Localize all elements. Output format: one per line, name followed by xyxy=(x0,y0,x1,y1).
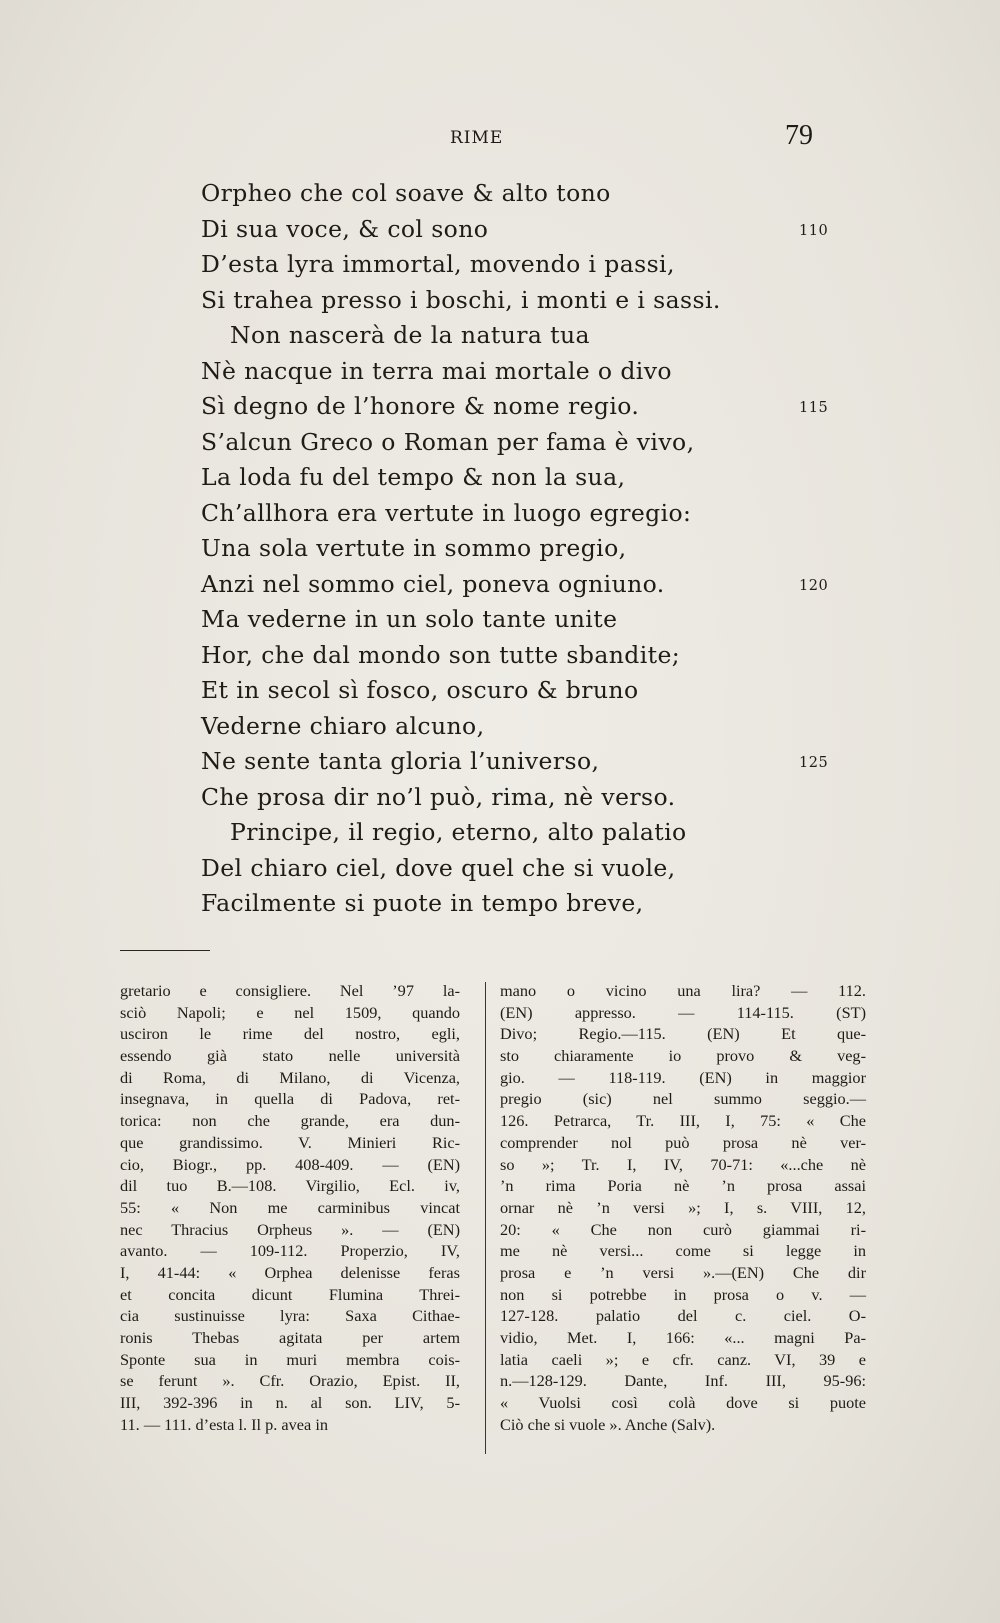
footnote-line: essendo già stato nelle università xyxy=(120,1046,460,1066)
footnote-line: torica: non che grande, era dun- xyxy=(120,1111,460,1131)
footnote-line: pregio (sic) nel summo seggio.— xyxy=(500,1089,866,1109)
verse-line xyxy=(201,602,821,638)
footnote-line: non si potrebbe in prosa o v. — xyxy=(500,1284,866,1304)
verse-line xyxy=(201,815,821,851)
verse-line xyxy=(201,247,821,283)
footnote-line: Ciò che si vuole ». Anche (Salv). xyxy=(500,1414,716,1434)
page-header xyxy=(0,120,1000,158)
verse-text: Che prosa dir no’l può, rima, nè verso. xyxy=(201,782,676,811)
line-number: 115 xyxy=(799,400,829,416)
verse-text: Hor, che dal mondo son tutte sbandite; xyxy=(201,640,681,669)
verse-line xyxy=(201,496,821,532)
verse-line xyxy=(201,460,821,496)
verse-text: Ma vederne in un solo tante unite xyxy=(201,605,618,633)
verse-text: Si trahea presso i boschi, i monti e i sassi. xyxy=(201,285,721,314)
verse-text: Ne sente tanta gloria l’universo, xyxy=(201,747,600,775)
footnote-line: mano o vicino una lira? — 112. xyxy=(500,981,866,1000)
footnote-line: Divo; Regio.—115. (EN) Et que- xyxy=(500,1024,866,1044)
verse-text: Et in secol sì fosco, oscuro & bruno xyxy=(201,676,639,704)
footnote-line: Sponte sua in muri membra cois- xyxy=(120,1349,460,1369)
footnote-line: 11. — 111. d’esta l. Il p. avea in xyxy=(120,1414,328,1434)
footnote-line: dil tuo B.—108. Virgilio, Ecl. iv, xyxy=(120,1176,460,1196)
verse-text: Del chiaro ciel, dove quel che si vuole, xyxy=(201,853,676,882)
footnote-line: cio, Biogr., pp. 408-409. — (EN) xyxy=(120,1154,460,1174)
verse-text: Anzi nel sommo ciel, poneva ogniuno. xyxy=(201,569,665,598)
verse-line xyxy=(201,389,829,425)
footnote-line: vidio, Met. I, 166: «... magni Pa- xyxy=(500,1328,866,1347)
verse-line xyxy=(201,531,821,567)
footnote-line: ’n rima Poria nè ’n prosa assai xyxy=(500,1176,866,1196)
poem-text xyxy=(201,176,829,922)
verse-text: Non nascerà de la natura tua xyxy=(230,321,590,349)
notes-column-right xyxy=(500,980,866,1480)
footnote-line: que grandissimo. V. Minieri Ric- xyxy=(120,1132,460,1152)
line-number: 110 xyxy=(799,222,829,239)
footnote-line: 55: « Non me carminibus vincat xyxy=(120,1197,460,1217)
verse-line xyxy=(201,780,821,816)
notes-column-divider xyxy=(485,982,486,1454)
verse-line xyxy=(201,851,821,887)
footnote-line: gio. — 118-119. (EN) in maggior xyxy=(500,1067,866,1087)
verse-line xyxy=(201,673,821,709)
verse-text: Una sola vertute in sommo pregio, xyxy=(201,534,627,562)
footnote-line: latia caeli »; e cfr. canz. VI, 39 e xyxy=(500,1349,866,1369)
verse-text: Principe, il regio, eterno, alto palatio xyxy=(230,818,687,846)
line-number: 125 xyxy=(799,755,829,771)
footnote-line: ronis Thebas agitata per artem xyxy=(120,1328,460,1347)
footnote-line: insegnava, in quella di Padova, ret- xyxy=(120,1089,460,1109)
footnote-line: comprender nol può prosa nè ver- xyxy=(500,1132,866,1152)
running-title: RIME xyxy=(450,128,504,148)
verse-text: S’alcun Greco o Roman per fama è vivo, xyxy=(201,427,695,456)
footnote-line: se ferunt ». Cfr. Orazio, Epist. II, xyxy=(120,1371,460,1391)
footnote-line: I, 41-44: « Orphea delenisse feras xyxy=(120,1262,460,1282)
footnote-line: n.—128-129. Dante, Inf. III, 95-96: xyxy=(500,1371,866,1391)
footnote-line: cia sustinuisse lyra: Saxa Cithae- xyxy=(120,1306,460,1326)
footnote-rule xyxy=(120,950,210,951)
verse-text: Orpheo che col soave & alto tono xyxy=(201,179,611,207)
verse-text: D’esta lyra immortal, movendo i passi, xyxy=(201,250,675,278)
verse-text: La loda fu del tempo & non la sua, xyxy=(201,463,626,491)
footnote-line: 126. Petrarca, Tr. III, I, 75: « Che xyxy=(500,1111,866,1131)
footnote-line: so »; Tr. I, IV, 70-71: «...che nè xyxy=(500,1154,866,1174)
verse-text: Nè nacque in terra mai mortale o divo xyxy=(201,356,672,385)
footnote-line: avanto. — 109-112. Properzio, IV, xyxy=(120,1241,460,1261)
verse-line xyxy=(201,638,821,674)
footnote-line: et concita dicunt Flumina Threi- xyxy=(120,1284,460,1304)
verse-line xyxy=(201,176,821,212)
verse-line xyxy=(201,709,821,745)
verse-text: Facilmente si puote in tempo breve, xyxy=(201,889,644,917)
footnote-line: gretario e consigliere. Nel ’97 la- xyxy=(120,981,460,1000)
notes-column-left xyxy=(120,980,460,1480)
footnote-line: me nè versi... come si legge in xyxy=(500,1241,866,1261)
verse-text: Di sua voce, & col sono xyxy=(201,214,489,243)
verse-line xyxy=(201,425,821,461)
footnote-line: ornar nè ’n versi »; I, s. VIII, 12, xyxy=(500,1197,866,1217)
footnote-line: 127-128. palatio del c. ciel. O- xyxy=(500,1306,866,1326)
verse-text: Vederne chiaro alcuno, xyxy=(201,711,485,740)
footnote-line: sciò Napoli; e nel 1509, quando xyxy=(120,1002,460,1022)
verse-line xyxy=(201,212,829,248)
footnote-line: III, 392-396 in n. al son. LIV, 5- xyxy=(120,1393,460,1413)
footnote-line: (EN) appresso. — 114-115. (ST) xyxy=(500,1002,866,1022)
footnote-line: di Roma, di Milano, di Vicenza, xyxy=(120,1067,460,1087)
footnote-line: prosa e ’n versi ».—(EN) Che dir xyxy=(500,1262,866,1282)
verse-line xyxy=(201,318,821,354)
footnote-line: « Vuolsi così colà dove si puote xyxy=(500,1393,866,1413)
footnote-line: nec Thracius Orpheus ». — (EN) xyxy=(120,1219,460,1239)
verse-line xyxy=(201,283,821,319)
page-number: 79 xyxy=(785,120,813,151)
line-number: 120 xyxy=(799,577,829,594)
verse-text: Ch’allhora era vertute in luogo egregio: xyxy=(201,498,692,527)
footnote-line: 20: « Che non curò giammai ri- xyxy=(500,1219,866,1239)
verse-line xyxy=(201,886,821,922)
verse-line xyxy=(201,354,821,390)
verse-text: Sì degno de l’honore & nome regio. xyxy=(201,392,640,420)
verse-line xyxy=(201,744,829,780)
verse-line xyxy=(201,567,829,603)
footnote-line: usciron le rime del nostro, egli, xyxy=(120,1024,460,1044)
footnote-line: sto chiaramente io provo & veg- xyxy=(500,1046,866,1066)
